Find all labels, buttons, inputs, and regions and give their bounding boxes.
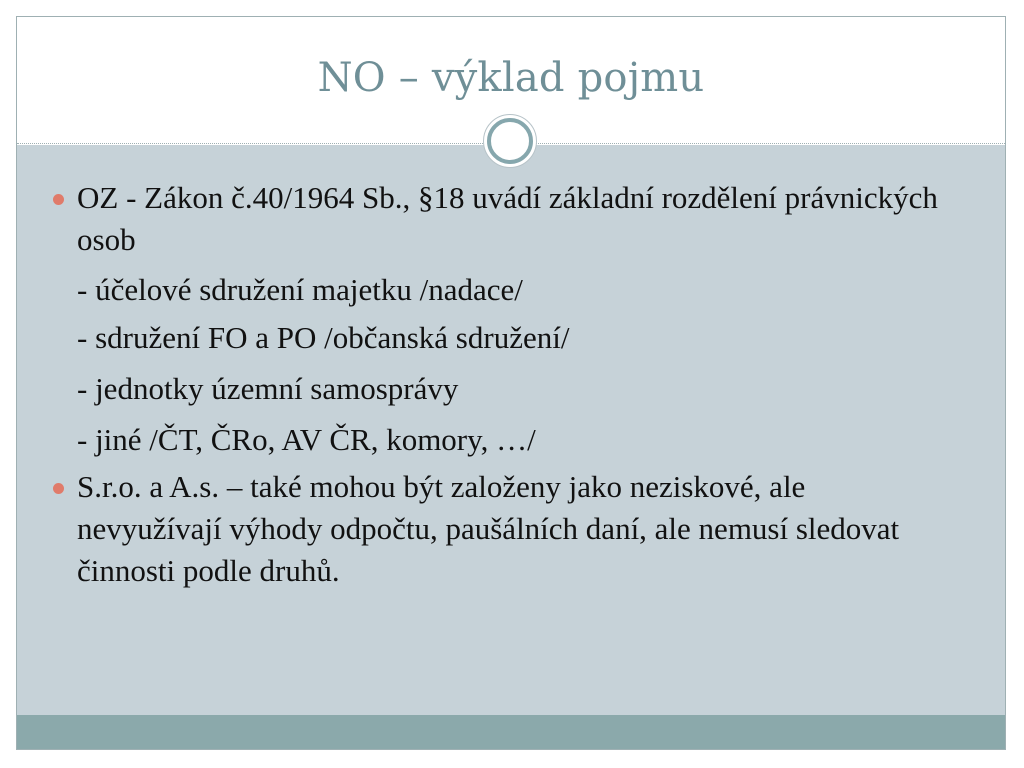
bullet-item	[53, 177, 948, 261]
slide-title: NO – výklad pojmu	[317, 55, 705, 101]
sub-line: - jiné /ČT, ČRo, AV ČR, komory, …/	[77, 422, 536, 457]
sub-line: - účelové sdružení majetku /nadace/	[77, 272, 523, 307]
bullet-item	[53, 466, 948, 592]
bullet-text: S.r.o. a A.s. – také mohou být založeny jako neziskové, ale nevyužívají výhody odpočtu, paušálních daní, ale nemusí sledovat činnosti podle druhů.	[77, 469, 900, 588]
footer-band	[17, 715, 1005, 749]
bullet-text: OZ - Zákon č.40/1964 Sb., §18 uvádí základní rozdělení právnických osob	[77, 180, 938, 257]
bullet-dot-icon	[53, 483, 64, 494]
sub-line: - jednotky územní samosprávy	[77, 371, 459, 406]
slide-frame	[16, 16, 1006, 750]
sub-line: - sdružení FO a PO /občanská sdružení/	[77, 320, 570, 355]
bullet-dot-icon	[53, 194, 64, 205]
content-area	[17, 157, 1005, 717]
